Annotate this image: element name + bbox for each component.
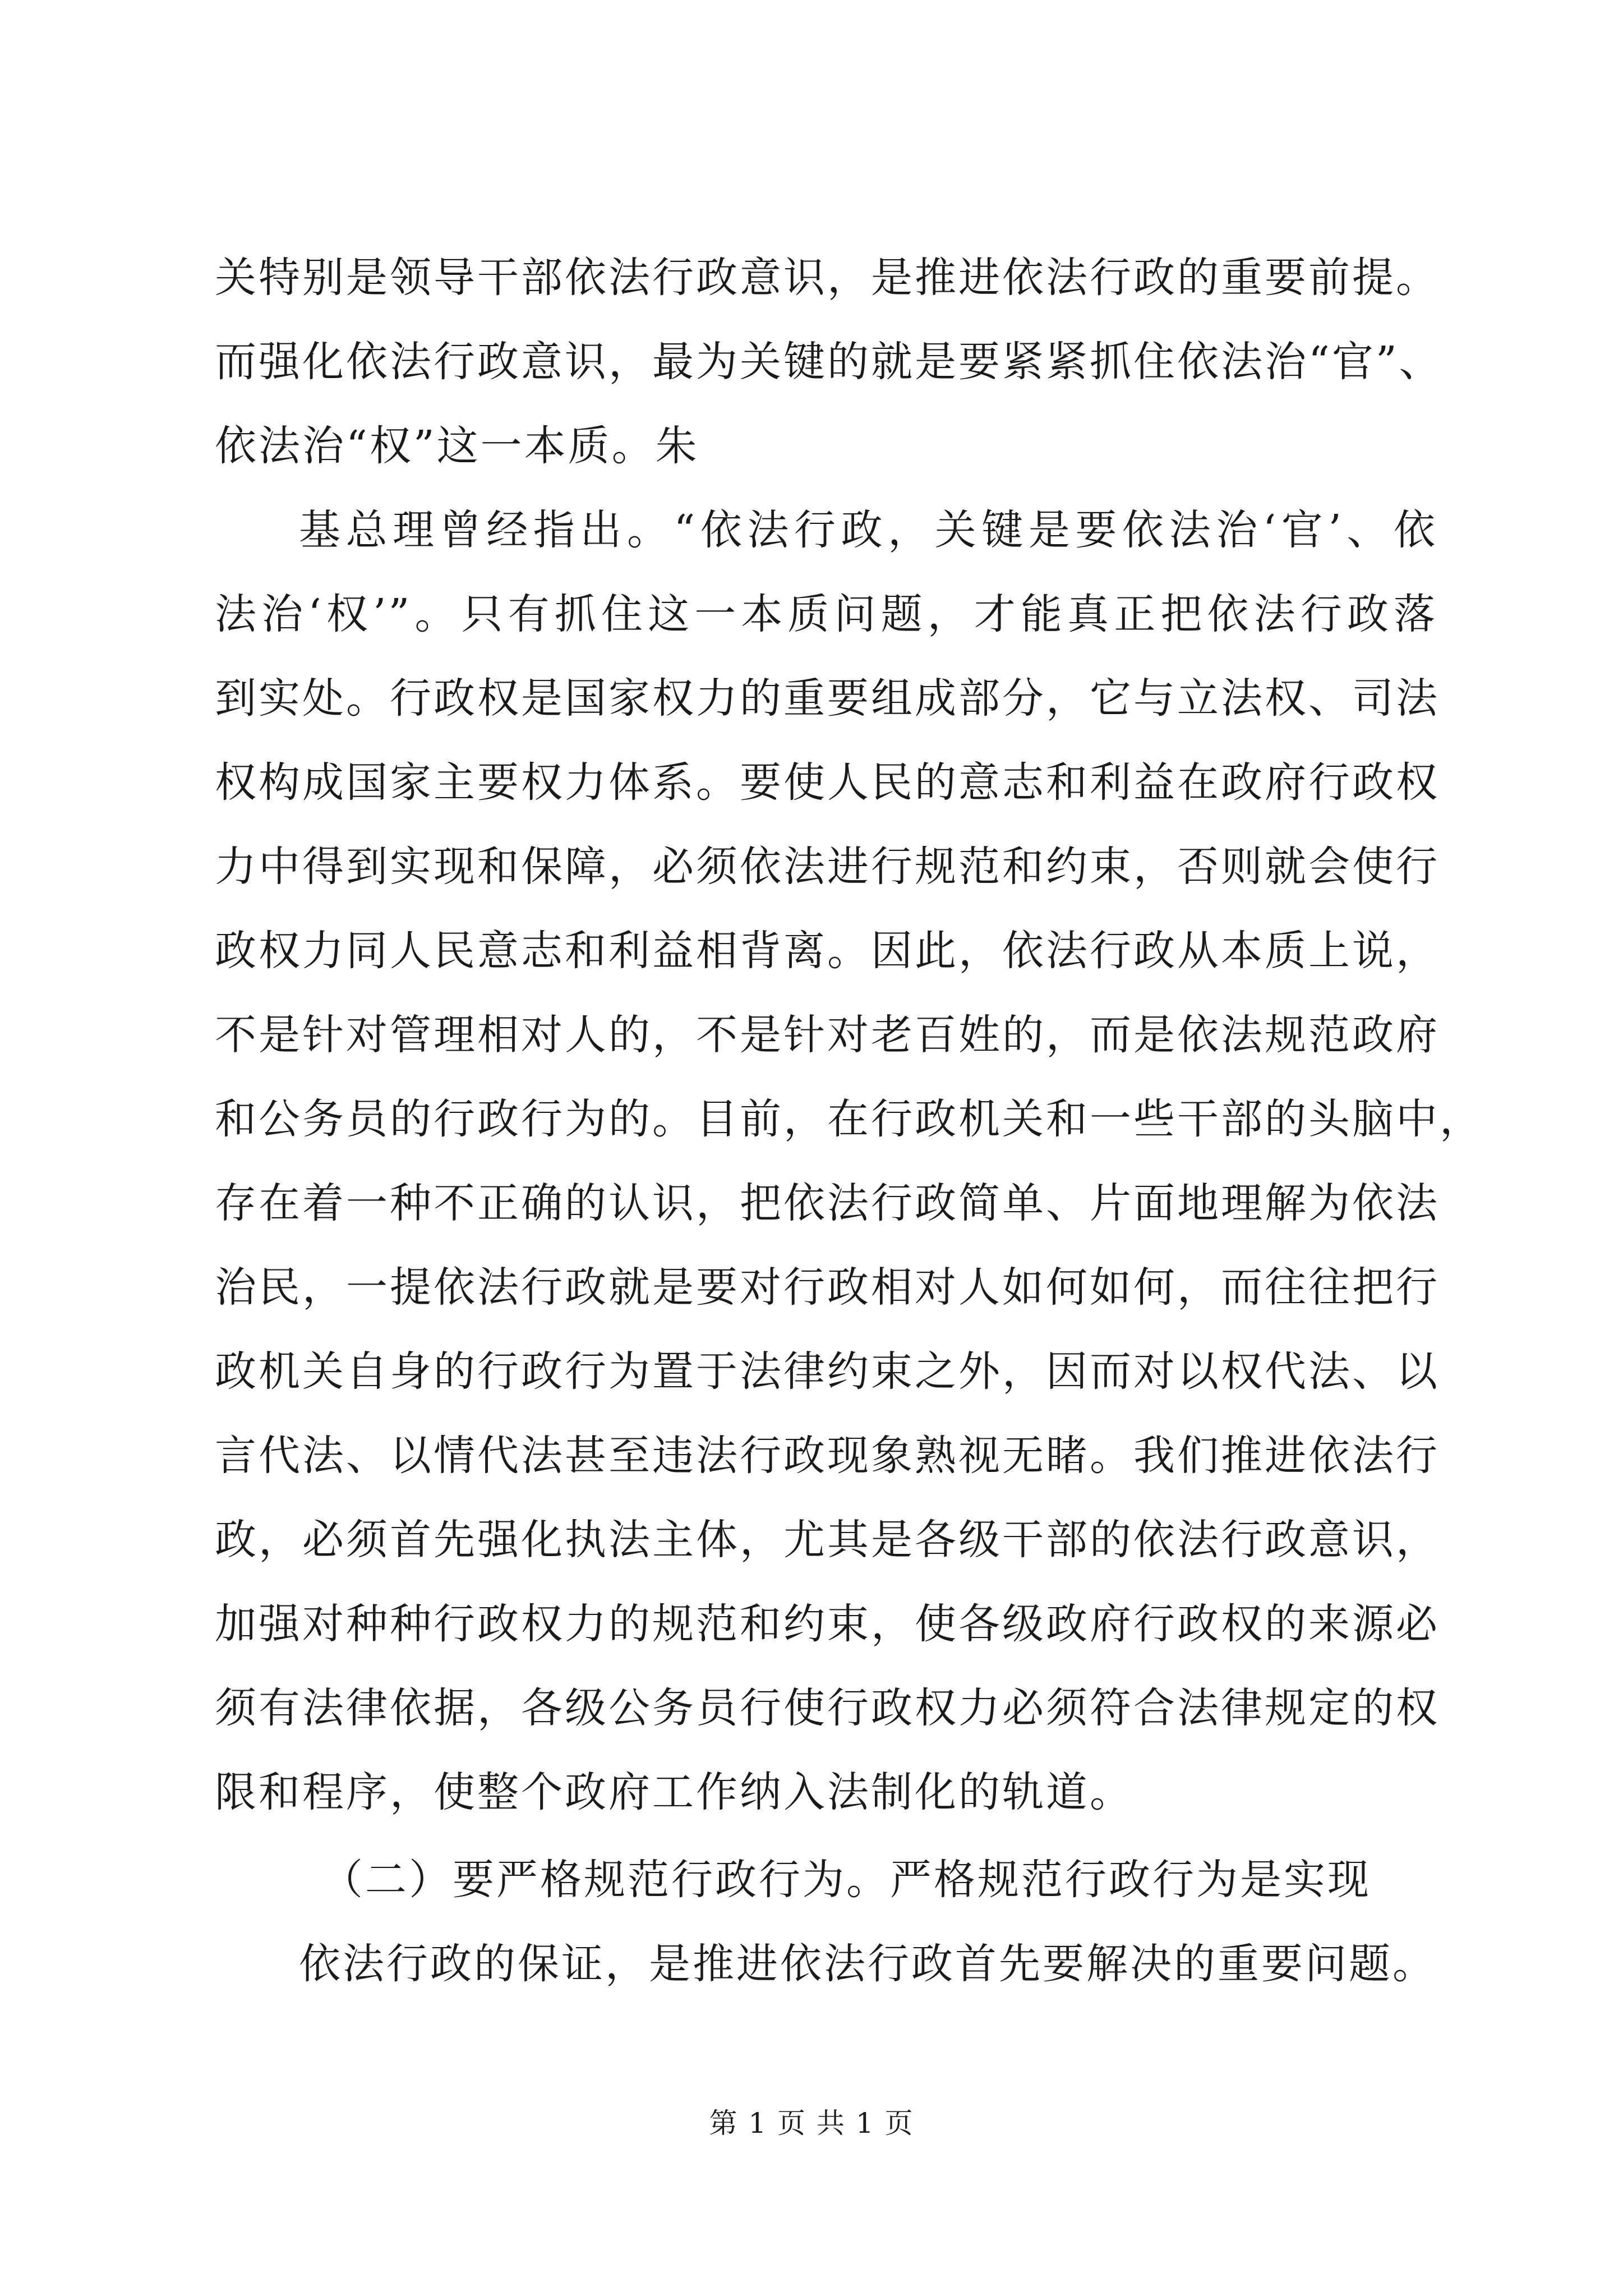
text-line: 权构成国家主要权力体系。要使人民的意志和利益在政府行政权 bbox=[215, 758, 1440, 807]
text-line: 关特别是领导干部依法行政意识，是推进依法行政的重要前提。 bbox=[215, 254, 1440, 302]
text-line: 言代法、以情代法甚至违法行政现象熟视无睹。我们推进依法行 bbox=[215, 1432, 1440, 1480]
text-line: 依法行政的保证，是推进依法行政首先要解决的重要问题。 bbox=[299, 1940, 1436, 1988]
text-line: 政，必须首先强化执法主体，尤其是各级干部的依法行政意识， bbox=[215, 1516, 1440, 1564]
text-line: 和公务员的行政行为的。目前，在行政机关和一些干部的头脑中， bbox=[215, 1095, 1483, 1143]
text-line: 到实处。行政权是国家权力的重要组成部分，它与立法权、司法 bbox=[215, 674, 1440, 723]
document-body bbox=[215, 236, 1483, 2006]
text-line: 存在着一种不正确的认识，把依法行政简单、片面地理解为依法 bbox=[215, 1179, 1440, 1227]
page-number-footer: 第 1 页 共 1 页 bbox=[709, 2107, 914, 2139]
text-line: 法治‘权’”。只有抓住这一本质问题，才能真正把依法行政落 bbox=[215, 590, 1437, 638]
text-line: 须有法律依据，各级公务员行使行政权力必须符合法律规定的权 bbox=[215, 1684, 1440, 1732]
text-line: 依法治“权”这一本质。朱 bbox=[215, 422, 699, 470]
text-line: 治民，一提依法行政就是要对行政相对人如何如何，而往往把行 bbox=[215, 1263, 1440, 1312]
text-line: 限和程序，使整个政府工作纳入法制化的轨道。 bbox=[215, 1768, 1133, 1816]
text-line: 政权力同人民意志和利益相背离。因此，依法行政从本质上说， bbox=[215, 927, 1440, 975]
text-line: 力中得到实现和保障，必须依法进行规范和约束，否则就会使行 bbox=[215, 843, 1440, 891]
text-line: 不是针对管理相对人的，不是针对老百姓的，而是依法规范政府 bbox=[215, 1011, 1440, 1059]
section-heading: （二）要严格规范行政行为。严格规范行政行为是实现 bbox=[321, 1856, 1371, 1904]
text-line: 而强化依法行政意识，最为关键的就是要紧紧抓住依法治“官”、 bbox=[215, 338, 1443, 386]
paragraph-first-line: 基总理曾经指出。“依法行政，关键是要依法治‘官’、依 bbox=[299, 506, 1437, 554]
text-line: 政机关自身的行政行为置于法律约束之外，因而对以权代法、以 bbox=[215, 1347, 1440, 1396]
text-line: 加强对种种行政权力的规范和约束，使各级政府行政权的来源必 bbox=[215, 1600, 1440, 1648]
